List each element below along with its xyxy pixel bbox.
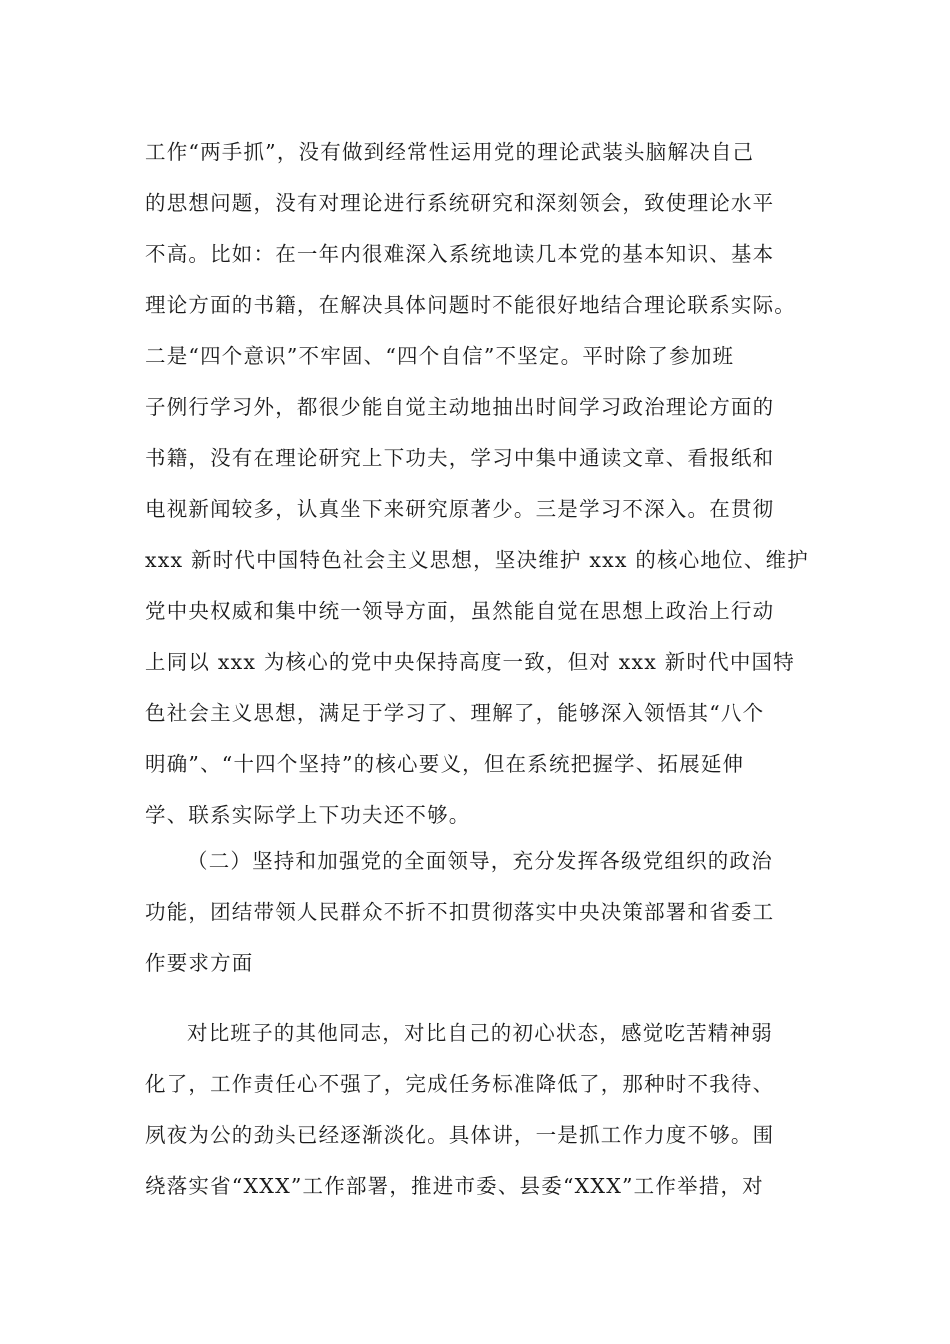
text-line: 书籍，没有在理论研究上下功夫，学习中集中通读文章、看报纸和 xyxy=(145,446,775,470)
text-line: 工作“两手抓”，没有做到经常性运用党的理论武装头脑解决自己 xyxy=(145,140,755,164)
text-line: 上同以 xxx 为核心的党中央保持高度一致，但对 xxx 新时代中国特 xyxy=(145,650,795,674)
text-line: 明确”、“十四个坚持”的核心要义，但在系统把握学、拓展延伸 xyxy=(145,752,745,776)
body-paragraph-1 xyxy=(145,127,809,841)
text-line: 色社会主义思想，满足于学习了、理解了，能够深入领悟其“八个 xyxy=(145,701,765,725)
text-line: 不高。比如：在一年内很难深入系统地读几本党的基本知识、基本 xyxy=(145,242,775,266)
body-paragraph-2 xyxy=(145,1008,800,1212)
text-line: 的思想问题，没有对理论进行系统研究和深刻领会，致使理论水平 xyxy=(145,191,775,215)
text-line: 学、联系实际学上下功夫还不够。 xyxy=(145,803,471,827)
text-line: 对比班子的其他同志，对比自己的初心状态，感觉吃苦精神弱 xyxy=(187,1021,773,1045)
text-line: 二是“四个意识”不牢固、“四个自信”不坚定。平时除了参加班 xyxy=(145,344,735,368)
text-line: 党中央权威和集中统一领导方面，虽然能自觉在思想上政治上行动 xyxy=(145,599,775,623)
text-line: 化了，工作责任心不强了，完成任务标准降低了，那种时不我待、 xyxy=(145,1072,775,1096)
text-line: xxx 新时代中国特色社会主义思想，坚决维护 xxx 的核心地位、维护 xyxy=(145,548,809,572)
text-line: 夙夜为公的劲头已经逐渐淡化。具体讲，一是抓工作力度不够。围 xyxy=(145,1123,775,1147)
heading-line: 功能，团结带领人民群众不折不扣贯彻落实中央决策部署和省委工 xyxy=(145,900,775,924)
text-line: 理论方面的书籍，在解决具体问题时不能很好地结合理论联系实际。 xyxy=(145,293,796,317)
heading-line: 作要求方面 xyxy=(145,951,254,975)
text-line: 绕落实省“XXX”工作部署，推进市委、县委“XXX”工作举措，对 xyxy=(145,1174,764,1198)
heading-line: （二）坚持和加强党的全面领导，充分发挥各级党组织的政治 xyxy=(187,849,773,873)
text-line: 电视新闻较多，认真坐下来研究原著少。三是学习不深入。在贯彻 xyxy=(145,497,775,521)
section-heading xyxy=(145,836,800,989)
text-line: 子例行学习外，都很少能自觉主动地抽出时间学习政治理论方面的 xyxy=(145,395,775,419)
